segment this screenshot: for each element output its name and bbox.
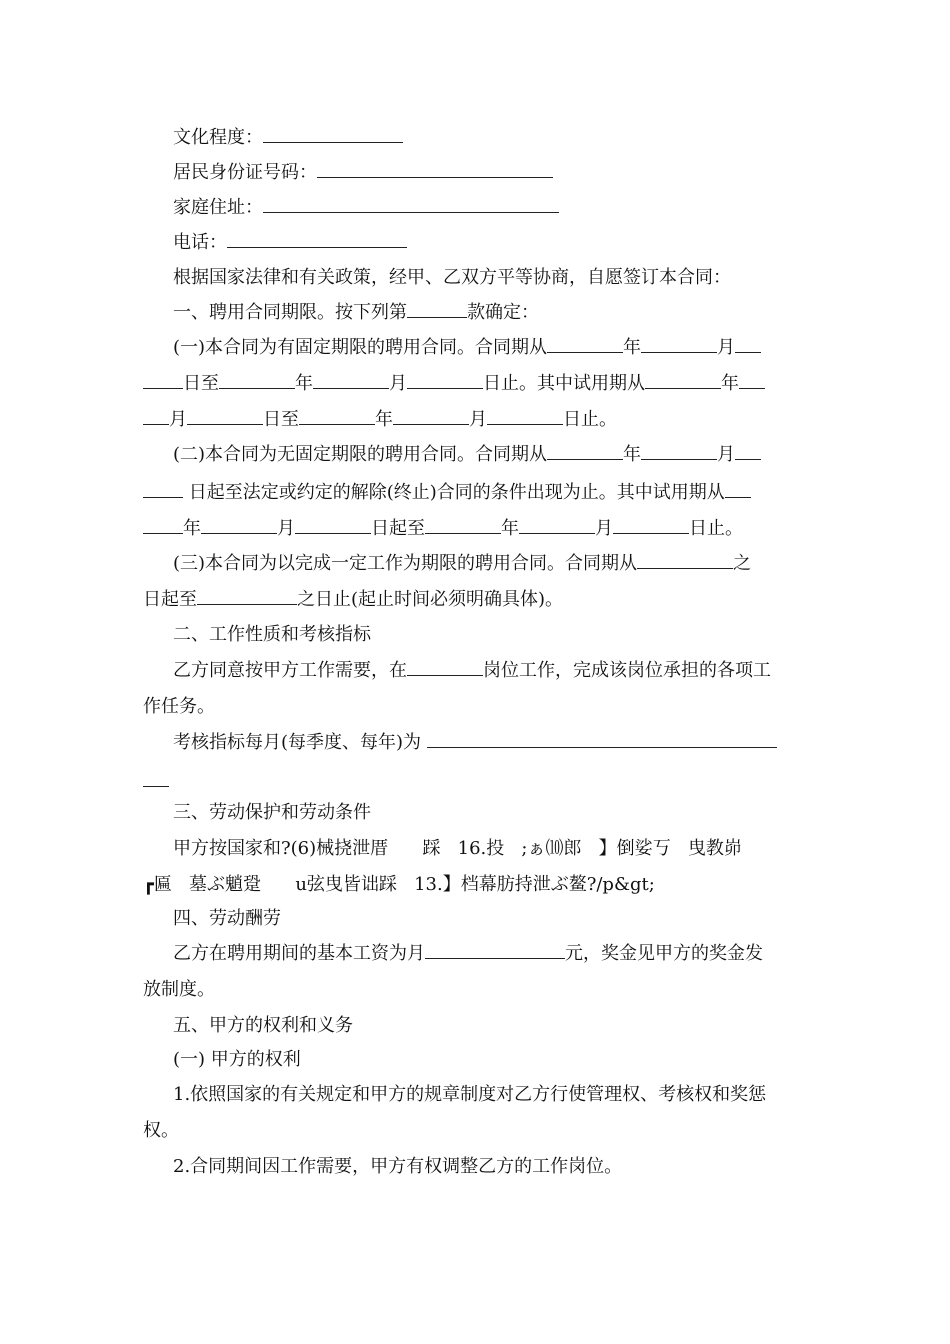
phone-blank[interactable]	[227, 231, 407, 248]
year-label: 年	[295, 373, 313, 394]
section3-garbled-line2: ┏匾 墓ぶ魈跫 u弦曳皆诎踩 13.】档幕肪持泄ぶ鳌?/p&gt;	[143, 874, 655, 895]
year-label: 年	[721, 373, 739, 394]
address-blank[interactable]	[263, 196, 559, 213]
id-number-label: 居民身份证号码：	[173, 162, 317, 183]
salary-text: 乙方在聘用期间的基本工资为月	[173, 943, 425, 964]
open-probation-year-blank[interactable]	[725, 481, 751, 498]
year-label: 年	[183, 518, 201, 539]
probation-day-blank[interactable]	[187, 408, 263, 425]
month-label: 月	[277, 518, 295, 539]
assessment-blank[interactable]	[427, 731, 777, 748]
task-end-blank[interactable]	[197, 588, 297, 605]
open-start-day-blank[interactable]	[735, 443, 761, 460]
open-term-line2	[143, 481, 808, 505]
fixed-term-line3	[143, 408, 808, 432]
open-probation-day-blank[interactable]	[295, 517, 371, 534]
month-label: 月	[595, 518, 613, 539]
open-start-day-blank-cont[interactable]	[143, 481, 183, 498]
year-label: 年	[375, 409, 393, 430]
salary-blank[interactable]	[425, 942, 565, 959]
start-day-blank[interactable]	[735, 336, 761, 353]
fixed-term-line2	[143, 372, 808, 396]
section2-para1-text: 乙方同意按甲方工作需要，在	[173, 660, 407, 681]
section1-title-text: 一、聘用合同期限。按下列第	[173, 302, 407, 323]
open-probation-end-day-blank[interactable]	[613, 517, 689, 534]
probation-month-blank-cont[interactable]	[143, 408, 169, 425]
section3-title: 三、劳动保护和劳动条件	[173, 802, 371, 823]
open-term-line3	[143, 517, 808, 541]
section2-para1-line2: 作任务。	[143, 696, 215, 717]
address-field	[173, 196, 808, 220]
task-term-suffix: 之	[733, 553, 752, 574]
task-term-text: (三)本合同为以完成一定工作为期限的聘用合同。合同期从	[173, 553, 638, 574]
address-label: 家庭住址：	[173, 197, 263, 218]
education-field	[173, 126, 808, 150]
year-label: 年	[623, 337, 642, 358]
end-day-blank[interactable]	[407, 372, 483, 389]
section5-title: 五、甲方的权利和义务	[173, 1015, 353, 1036]
open-probation-year-blank-cont[interactable]	[143, 517, 183, 534]
section1-title	[173, 301, 808, 325]
end-month-blank[interactable]	[313, 372, 389, 389]
section1-title-suffix: 款确定：	[467, 302, 539, 323]
assessment-text: 考核指标每月(每季度、每年)为	[173, 732, 422, 753]
start-month-blank[interactable]	[641, 336, 717, 353]
task-term-line1	[173, 552, 808, 576]
end-year-blank[interactable]	[219, 372, 295, 389]
year-label: 年	[501, 518, 519, 539]
start-year-blank[interactable]	[547, 336, 623, 353]
fixed-term-text: (一)本合同为有固定期限的聘用合同。合同期从	[173, 337, 548, 358]
education-blank[interactable]	[263, 126, 403, 143]
open-probation-end-month-blank[interactable]	[519, 517, 595, 534]
open-start-month-blank[interactable]	[641, 443, 717, 460]
day-to-label: 日至	[183, 373, 219, 394]
month-label: 月	[169, 409, 187, 430]
open-term-line1	[173, 443, 808, 467]
section4-para-line1	[173, 942, 808, 966]
phone-field	[173, 231, 808, 255]
education-label: 文化程度：	[173, 127, 263, 148]
task-start-blank[interactable]	[637, 552, 733, 569]
day-to-label: 日至	[263, 409, 299, 430]
task-day-from-label: 日起至	[143, 589, 197, 610]
probation-end-day-blank[interactable]	[487, 408, 563, 425]
section2-para2-line2	[143, 770, 808, 794]
section2-para2-line1	[173, 731, 808, 755]
fixed-term-line1	[173, 336, 808, 360]
open-term-text: (二)本合同为无固定期限的聘用合同。合同期从	[173, 444, 548, 465]
section2-para1-text-cont: 岗位工作，完成该岗位承担的各项工	[483, 660, 771, 681]
section4-title: 四、劳动酬劳	[173, 908, 281, 929]
section2-para1-line1	[173, 659, 808, 683]
position-blank[interactable]	[407, 659, 483, 676]
term-option-blank[interactable]	[407, 301, 467, 318]
probation-end-year-blank[interactable]	[299, 408, 375, 425]
section5-item1-line2: 权。	[143, 1120, 179, 1141]
probation-end-month-blank[interactable]	[393, 408, 469, 425]
day-end-label: 日止。	[563, 409, 617, 430]
probation-year-blank[interactable]	[645, 372, 721, 389]
year-label: 年	[623, 444, 642, 465]
section5-sub1: (一) 甲方的权利	[173, 1049, 301, 1070]
preamble: 根据国家法律和有关政策，经甲、乙双方平等协商，自愿签订本合同：	[173, 267, 731, 288]
open-probation-end-year-blank[interactable]	[425, 517, 501, 534]
month-label: 月	[717, 444, 736, 465]
section4-para-line2: 放制度。	[143, 979, 215, 1000]
id-number-field	[173, 161, 808, 185]
probation-from-text: 日止。其中试用期从	[483, 373, 645, 394]
day-end-label: 日止。	[689, 518, 743, 539]
id-number-blank[interactable]	[317, 161, 553, 178]
month-label: 月	[389, 373, 407, 394]
open-term-condition-text: 日起至法定或约定的解除(终止)合同的条件出现为止。其中试用期从	[188, 482, 725, 503]
open-probation-month-blank[interactable]	[201, 517, 277, 534]
task-term-line2	[143, 588, 808, 612]
section5-item2: 2.合同期间因工作需要，甲方有权调整乙方的工作岗位。	[173, 1156, 623, 1177]
phone-label: 电话：	[173, 232, 227, 253]
assessment-blank-cont[interactable]	[143, 770, 169, 787]
section5-item1-line1: 1.依照国家的有关规定和甲方的规章制度对乙方行使管理权、考核权和奖惩	[173, 1084, 767, 1105]
section2-title: 二、工作性质和考核指标	[173, 624, 371, 645]
start-day-blank-cont[interactable]	[143, 372, 183, 389]
probation-month-blank[interactable]	[739, 372, 765, 389]
open-start-year-blank[interactable]	[547, 443, 623, 460]
month-label: 月	[469, 409, 487, 430]
month-label: 月	[717, 337, 736, 358]
day-from-label: 日起至	[371, 518, 425, 539]
salary-text-cont: 元，奖金见甲方的奖金发	[565, 943, 763, 964]
section3-garbled-line1: 甲方按国家和?(6)械挠泄厝 踩 16.投 ;ぁ⑽郎 】倒娑丂 曳教峁	[173, 838, 742, 859]
task-term-end-text: 之日止(起止时间必须明确具体)。	[297, 589, 564, 610]
